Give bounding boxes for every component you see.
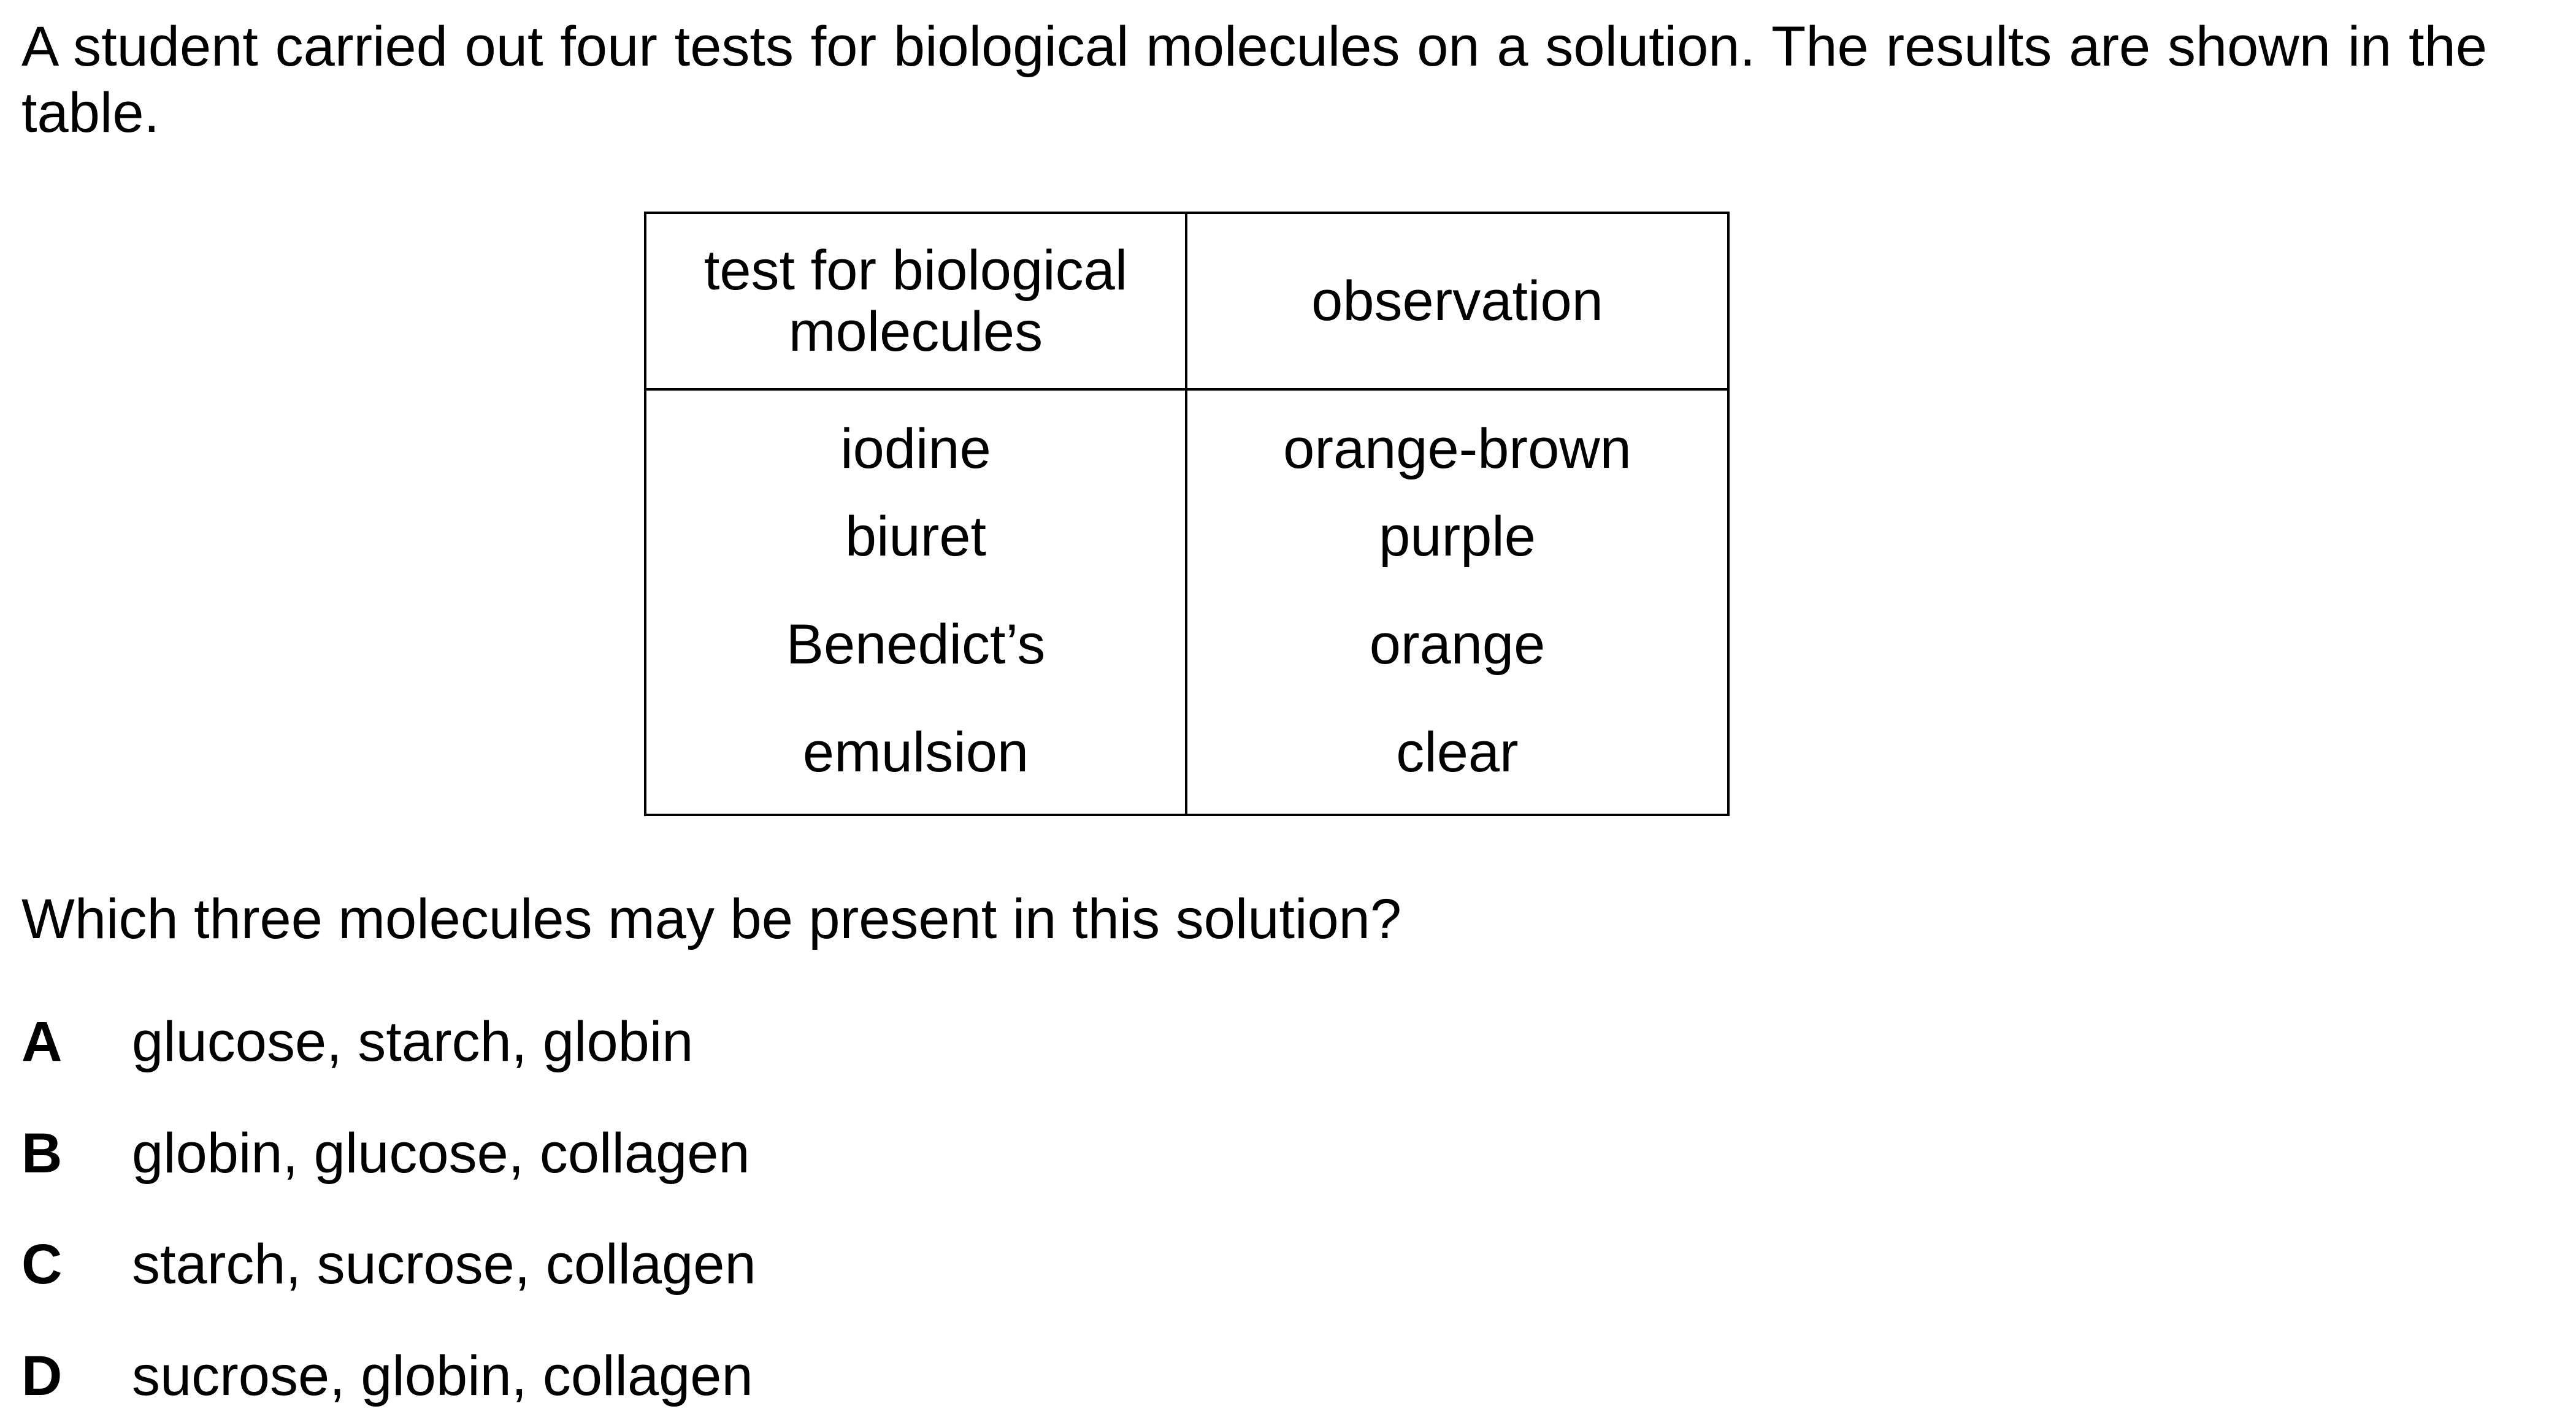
option-text: globin, glucose, collagen bbox=[132, 1122, 750, 1185]
header-test-line1: test for biological bbox=[703, 239, 1128, 302]
option-letter: B bbox=[21, 1122, 63, 1185]
option-text: starch, sucrose, collagen bbox=[132, 1233, 756, 1296]
option-letter: A bbox=[21, 1010, 63, 1073]
test-cell: biuret bbox=[845, 505, 987, 568]
observation-column bbox=[1186, 389, 1728, 815]
option-text: glucose, starch, globin bbox=[132, 1010, 694, 1073]
test-cell: Benedict’s bbox=[786, 613, 1046, 676]
observation-cell: clear bbox=[1396, 721, 1519, 784]
observation-cell: purple bbox=[1379, 505, 1536, 568]
option-letter: D bbox=[21, 1345, 63, 1407]
header-test-line2: molecules bbox=[788, 300, 1043, 363]
option-letter: C bbox=[21, 1233, 63, 1296]
table-header-row bbox=[645, 213, 1728, 389]
table-body-row bbox=[645, 389, 1728, 815]
test-column bbox=[645, 389, 1186, 815]
test-cell: iodine bbox=[840, 418, 991, 480]
question-text: Which three molecules may be present in this solution? bbox=[21, 888, 1402, 950]
results-table bbox=[644, 212, 1730, 816]
test-cell: emulsion bbox=[802, 721, 1029, 784]
header-observation: observation bbox=[1186, 213, 1728, 389]
intro-text: A student carried out four tests for biological molecules on a solution. The results are shown in the table. bbox=[21, 15, 2487, 144]
observation-cell: orange bbox=[1369, 613, 1546, 676]
header-test bbox=[645, 213, 1186, 389]
observation-cell: orange-brown bbox=[1283, 418, 1631, 480]
option-text: sucrose, globin, collagen bbox=[132, 1345, 753, 1407]
